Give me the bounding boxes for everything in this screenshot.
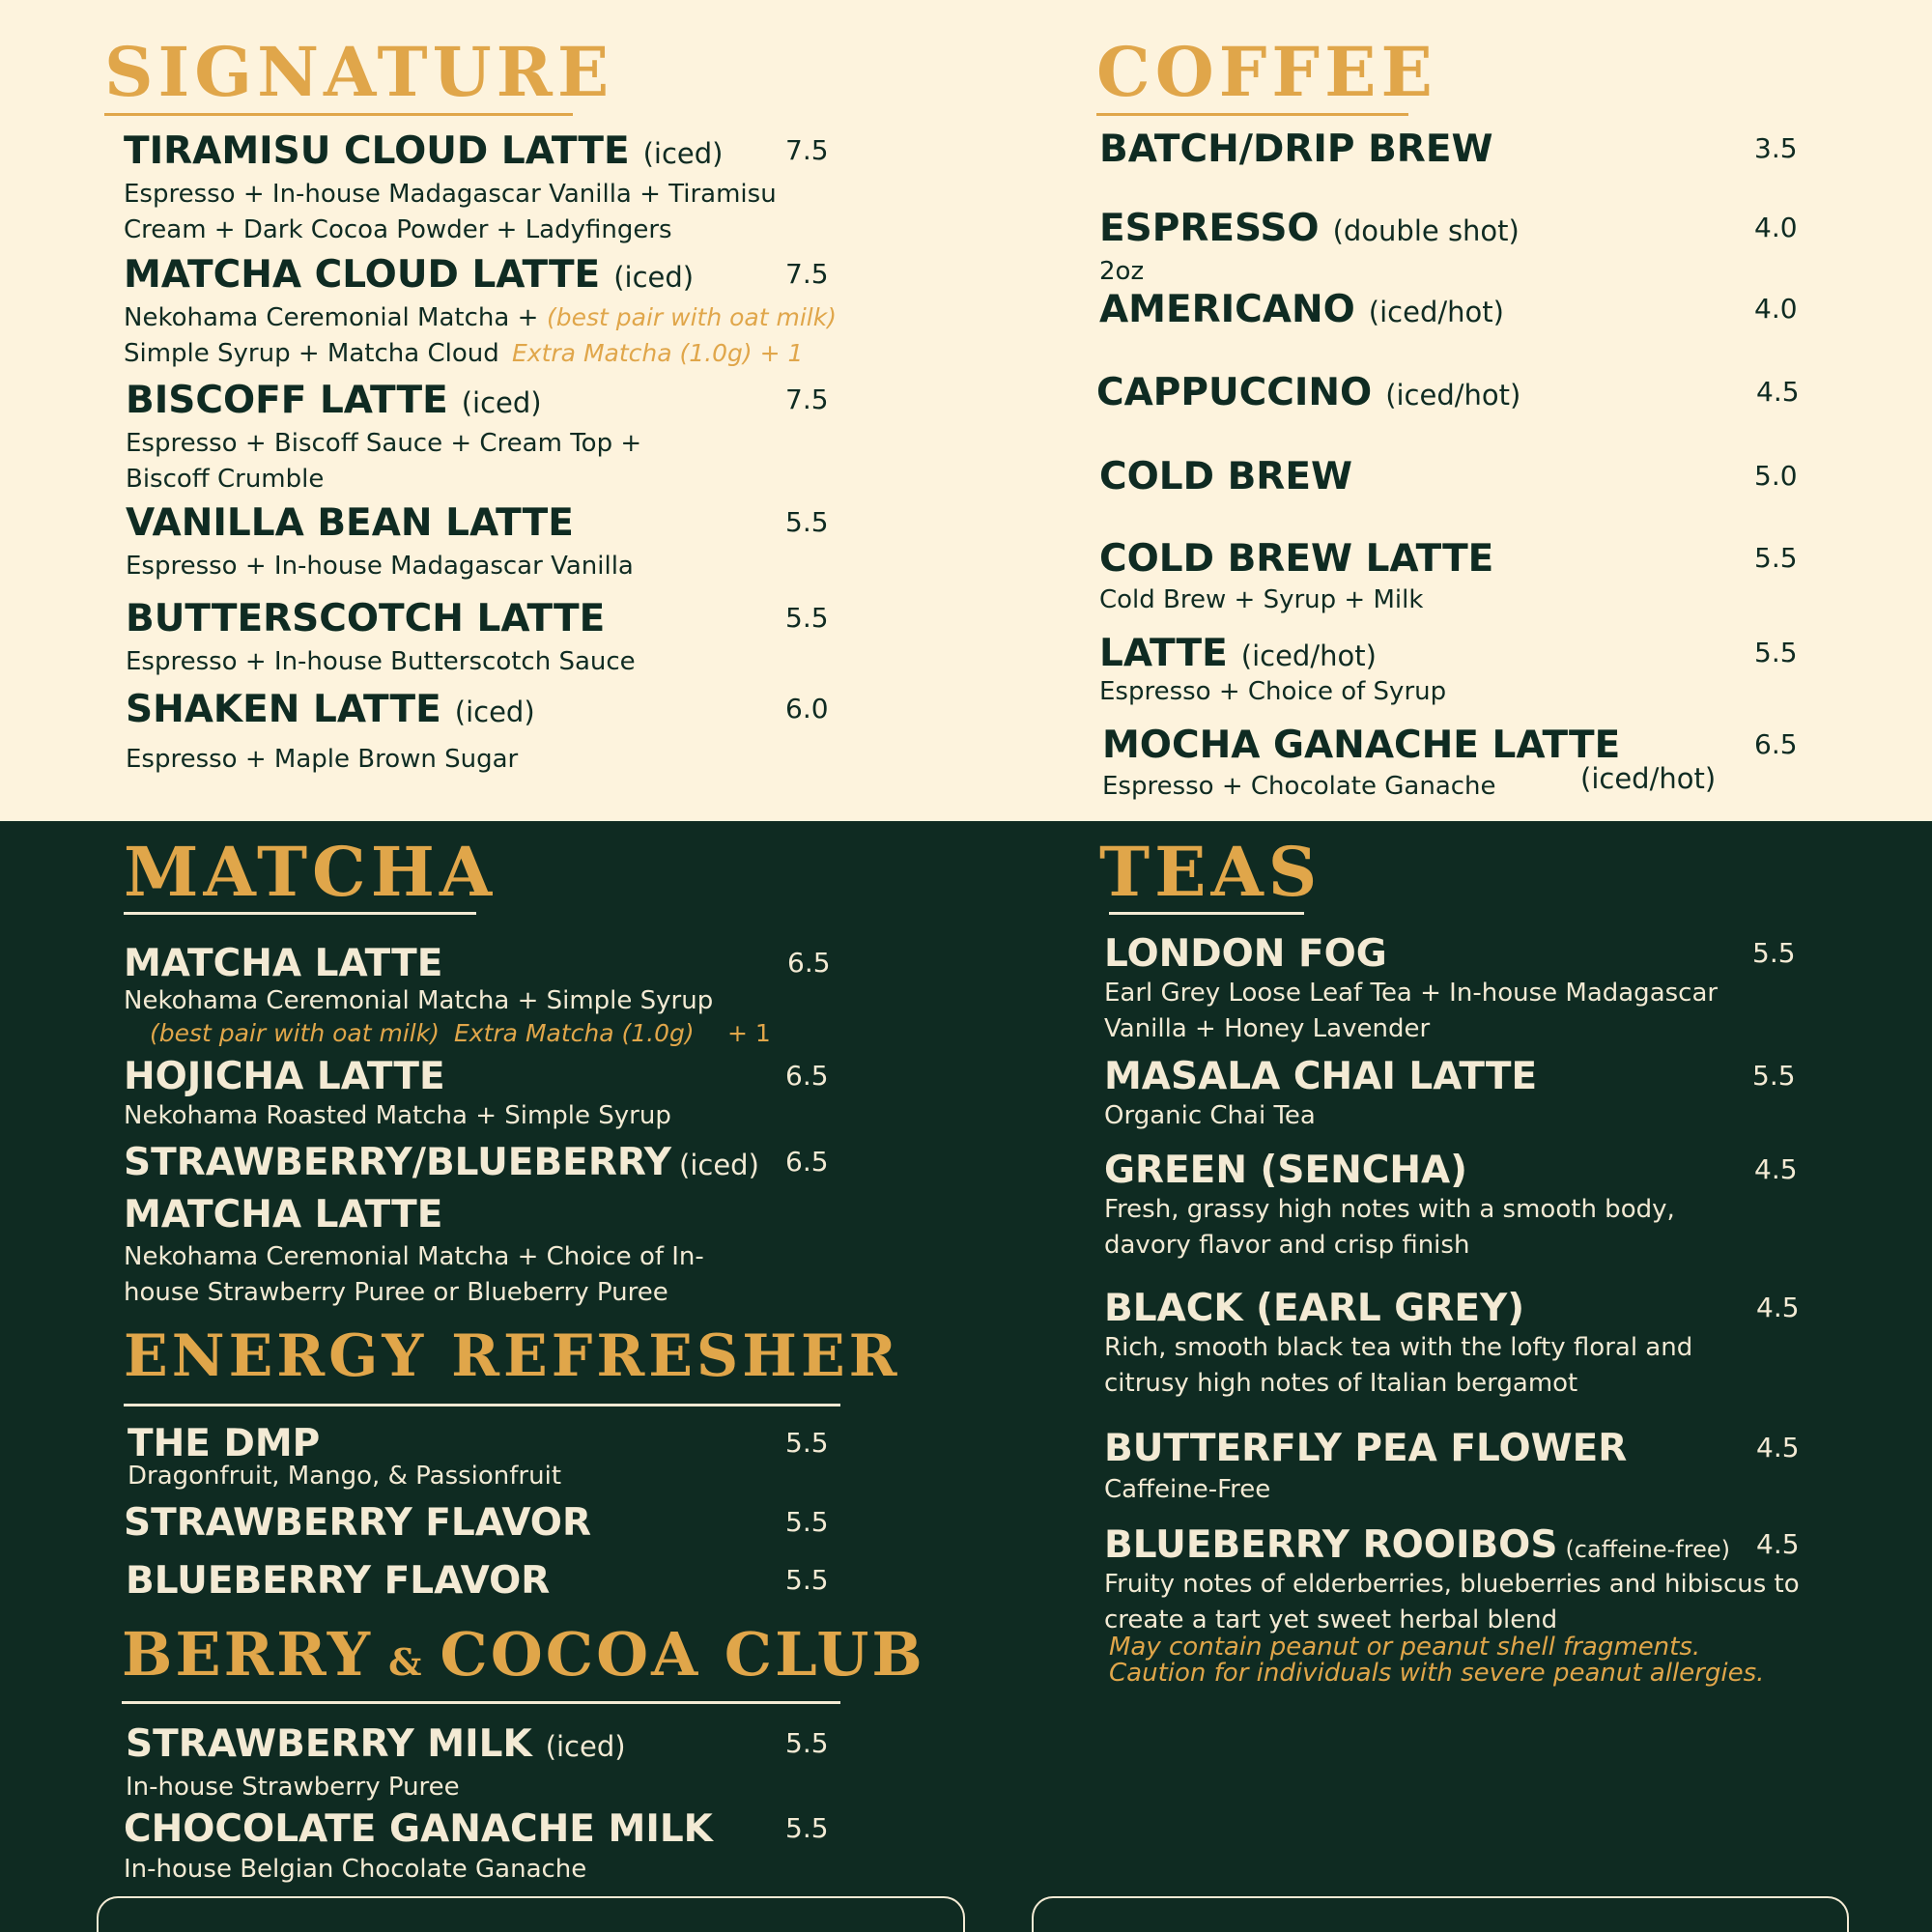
berry-underline bbox=[122, 1701, 840, 1704]
extra-matcha-note: Extra Matcha (1.0g) + 1 bbox=[512, 339, 804, 367]
item-price: 5.5 bbox=[785, 1727, 829, 1759]
signature-title: SIGNATURE bbox=[104, 32, 614, 112]
item-description: 2oz bbox=[1099, 257, 1145, 286]
item-price: 5.5 bbox=[785, 602, 829, 634]
extra-matcha-note: Extra Matcha (1.0g) bbox=[454, 1019, 695, 1047]
item-name: CHOCOLATE GANACHE MILK bbox=[124, 1807, 713, 1851]
item-price: 4.5 bbox=[1756, 376, 1800, 408]
item-name-continued: MATCHA LATTE bbox=[124, 1193, 443, 1236]
item-price: 6.5 bbox=[785, 1060, 829, 1092]
signature-underline bbox=[104, 113, 573, 116]
item-description: Nekohama Ceremonial Matcha + Simple Syrup bbox=[124, 986, 714, 1015]
item-price: 4.5 bbox=[1756, 1292, 1800, 1323]
item-price: 5.0 bbox=[1754, 460, 1798, 492]
item-description: Fruity notes of elderberries, blueberries and hibiscus to create a tart yet sweet herbal blend bbox=[1104, 1570, 1800, 1634]
item-name: SHAKEN LATTE (iced) bbox=[126, 688, 535, 731]
item-description: Espresso + Maple Brown Sugar bbox=[126, 745, 519, 774]
energy-title: ENERGY REFRESHER bbox=[124, 1322, 901, 1390]
item-price: 5.5 bbox=[1754, 637, 1798, 668]
item-price: 7.5 bbox=[785, 258, 829, 290]
matcha-title: MATCHA bbox=[124, 832, 497, 912]
item-description: Nekohama Roasted Matcha + Simple Syrup bbox=[124, 1101, 671, 1130]
item-description: Cold Brew + Syrup + Milk bbox=[1099, 585, 1424, 614]
item-description: In-house Belgian Chocolate Ganache bbox=[124, 1855, 587, 1884]
item-name: MOCHA GANACHE LATTE bbox=[1102, 724, 1621, 767]
oat-milk-note: (best pair with oat milk) bbox=[150, 1019, 440, 1047]
item-price: 4.5 bbox=[1756, 1528, 1800, 1560]
item-description: Caffeine-Free bbox=[1104, 1475, 1271, 1504]
item-price: 7.5 bbox=[785, 134, 829, 166]
item-name: LONDON FOG bbox=[1104, 932, 1387, 976]
item-name: STRAWBERRY FLAVOR bbox=[124, 1501, 591, 1545]
item-description: Earl Grey Loose Leaf Tea + In-house Madagascar Vanilla + Honey Lavender bbox=[1104, 979, 1719, 1043]
item-price: 5.5 bbox=[785, 1564, 829, 1596]
item-price: 6.5 bbox=[785, 1146, 829, 1178]
item-name: MASALA CHAI LATTE bbox=[1104, 1055, 1538, 1098]
item-price: 5.5 bbox=[785, 506, 829, 538]
item-name: BUTTERSCOTCH LATTE bbox=[126, 597, 606, 640]
item-name: GREEN (SENCHA) bbox=[1104, 1149, 1468, 1192]
item-description: In-house Strawberry Puree bbox=[126, 1773, 460, 1802]
item-price: 7.5 bbox=[785, 384, 829, 415]
coffee-title: COFFEE bbox=[1096, 32, 1437, 112]
item-price: 3.5 bbox=[1754, 132, 1798, 164]
allergy-warning: May contain peanut or peanut shell fragments. Caution for individuals with severe peanut allergies. bbox=[1109, 1633, 1765, 1688]
item-price: 6.0 bbox=[785, 693, 829, 724]
item-price: 5.5 bbox=[785, 1812, 829, 1844]
item-price: 5.5 bbox=[785, 1427, 829, 1459]
item-name: BLUEBERRY FLAVOR bbox=[126, 1559, 551, 1603]
item-name: HOJICHA LATTE bbox=[124, 1055, 445, 1098]
item-name: AMERICANO (iced/hot) bbox=[1099, 288, 1504, 331]
item-name: VANILLA BEAN LATTE bbox=[126, 501, 574, 545]
item-name: BISCOFF LATTE (iced) bbox=[126, 379, 542, 422]
item-name: ESPRESSO (double shot) bbox=[1099, 207, 1520, 250]
item-description: Espresso + Choice of Syrup bbox=[1099, 677, 1447, 706]
item-name: LATTE (iced/hot) bbox=[1099, 632, 1377, 675]
item-price: 6.5 bbox=[787, 947, 831, 979]
energy-underline bbox=[124, 1404, 840, 1406]
item-name: STRAWBERRY MILK (iced) bbox=[126, 1722, 626, 1766]
item-name: CAPPUCCINO (iced/hot) bbox=[1096, 371, 1521, 414]
item-note: (iced/hot) bbox=[1580, 762, 1717, 795]
item-description: Espresso + In-house Madagascar Vanilla bbox=[126, 552, 634, 581]
item-name: MATCHA LATTE bbox=[124, 942, 443, 985]
item-description: Organic Chai Tea bbox=[1104, 1101, 1316, 1130]
item-name: THE DMP bbox=[128, 1422, 321, 1465]
oat-milk-note: (best pair with oat milk) bbox=[547, 303, 837, 331]
item-name: COLD BREW LATTE bbox=[1099, 537, 1494, 581]
item-price: 5.5 bbox=[1752, 1060, 1796, 1092]
item-name: BLACK (EARL GREY) bbox=[1104, 1287, 1525, 1330]
item-price: 4.0 bbox=[1754, 293, 1798, 325]
item-price: 5.5 bbox=[785, 1506, 829, 1538]
item-name: MATCHA CLOUD LATTE (iced) bbox=[124, 253, 695, 297]
item-description: Espresso + In-house Butterscotch Sauce bbox=[126, 647, 636, 676]
item-name: STRAWBERRY/BLUEBERRY (iced) bbox=[124, 1141, 759, 1184]
item-name: BUTTERFLY PEA FLOWER bbox=[1104, 1427, 1628, 1470]
item-price: 5.5 bbox=[1752, 937, 1796, 969]
item-description: Nekohama Ceremonial Matcha + Choice of In- house Strawberry Puree or Blueberry Puree bbox=[124, 1242, 704, 1307]
berry-title: BERRY & COCOA CLUB bbox=[122, 1619, 925, 1690]
top-section bbox=[0, 0, 1932, 821]
item-name: COLD BREW bbox=[1099, 455, 1352, 498]
item-price: 4.5 bbox=[1754, 1153, 1798, 1185]
item-description: Espresso + Chocolate Ganache bbox=[1102, 772, 1496, 801]
item-description: Dragonfruit, Mango, & Passionfruit bbox=[128, 1462, 562, 1491]
item-price: 4.0 bbox=[1754, 212, 1798, 243]
extra-matcha-price: + 1 bbox=[727, 1019, 771, 1047]
item-name: BLUEBERRY ROOIBOS (caffeine-free) bbox=[1104, 1523, 1730, 1567]
item-description: Fresh, grassy high notes with a smooth body, davory flavor and crisp finish bbox=[1104, 1195, 1675, 1260]
teas-underline bbox=[1109, 912, 1304, 915]
item-name: BATCH/DRIP BREW bbox=[1099, 128, 1493, 171]
item-description: Espresso + Biscoff Sauce + Cream Top + Biscoff Crumble bbox=[126, 429, 642, 494]
item-price: 5.5 bbox=[1754, 542, 1798, 574]
item-price: 4.5 bbox=[1756, 1432, 1800, 1463]
matcha-underline bbox=[124, 912, 476, 915]
item-name: TIRAMISU CLOUD LATTE (iced) bbox=[124, 129, 724, 173]
item-description: Espresso + In-house Madagascar Vanilla + Tiramisu Cream + Dark Cocoa Powder + Ladyfingers bbox=[124, 180, 777, 244]
item-description: Nekohama Ceremonial Matcha + Simple Syrup + Matcha Cloud bbox=[124, 303, 539, 368]
bottom-section bbox=[0, 821, 1932, 1932]
item-description: Rich, smooth black tea with the lofty floral and citrusy high notes of Italian bergamot bbox=[1104, 1333, 1693, 1398]
coffee-underline bbox=[1096, 113, 1408, 116]
add-ons-box bbox=[1032, 1896, 1849, 1932]
milk-options-box bbox=[97, 1896, 965, 1932]
teas-title: TEAS bbox=[1099, 832, 1322, 912]
item-price: 6.5 bbox=[1754, 728, 1798, 760]
